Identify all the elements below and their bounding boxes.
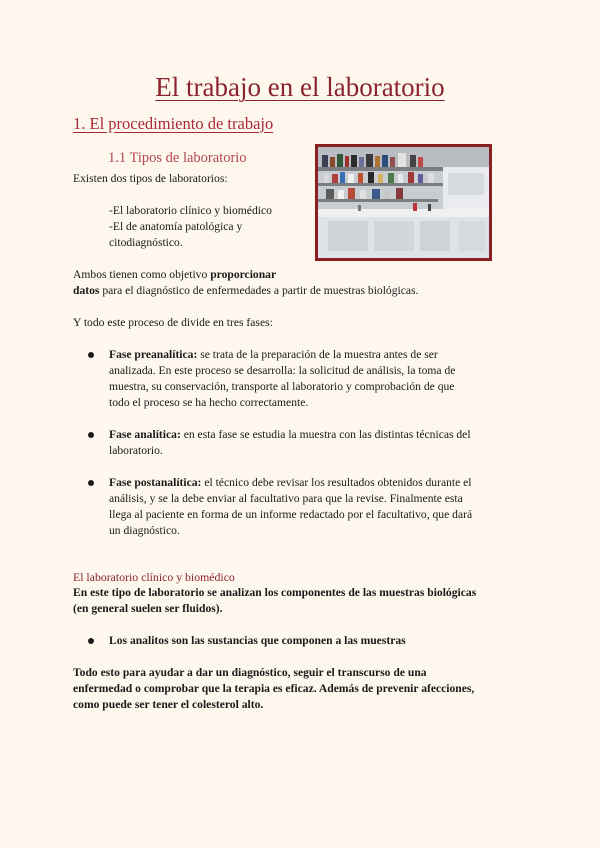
objective-bold: proporcionar — [210, 268, 277, 281]
phases-intro: Y todo este proceso de divide en tres fases: — [73, 316, 273, 329]
laboratory-photo — [315, 144, 492, 261]
phase-text: se trata de la preparación de la muestra antes de ser — [197, 348, 438, 361]
phase-line: analizada. En este proceso se desarrolla: la solicitud de análisis, la toma de — [109, 364, 456, 377]
clinical-text: En este tipo de laboratorio se analizan los componentes de las muestras biológicas — [73, 586, 477, 599]
closing-text: Todo esto para ayudar a dar un diagnóstico, seguir el transcurso de una — [73, 666, 427, 679]
phase-name: Fase preanalítica: — [109, 348, 198, 361]
laboratory-photo-image — [318, 147, 489, 258]
phase-text: el técnico debe revisar los resultados obtenidos durante el — [201, 476, 472, 489]
closing-text: como puede ser tener el colesterol alto. — [73, 698, 264, 711]
phase-name: Fase analítica: — [109, 428, 181, 441]
document-title: El trabajo en el laboratorio — [155, 72, 445, 102]
clinical-lab-heading: El laboratorio clínico y biomédico — [73, 570, 235, 584]
objective-line-1 — [73, 267, 276, 283]
phase-line — [109, 347, 438, 363]
objective-line-2 — [73, 283, 418, 299]
phase-line — [109, 427, 471, 443]
phase-line: análisis, y se la debe enviar al facultativo para que la revise. Finalmente esta — [109, 492, 463, 505]
objective-text: para el diagnóstico de enfermedades a partir de muestras biológicas. — [99, 284, 419, 297]
analitos-item: Los analitos son las sustancias que componen a las muestras — [109, 634, 406, 647]
bullet-icon — [88, 638, 94, 644]
bullet-icon — [88, 480, 94, 486]
objective-text: Ambos tienen como objetivo — [73, 268, 211, 281]
closing-text: enfermedad o comprobar que la terapia es eficaz. Además de prevenir afecciones, — [73, 682, 475, 695]
intro-text: Existen dos tipos de laboratorios: — [73, 172, 228, 185]
phase-line: laboratorio. — [109, 444, 163, 457]
subsection-heading: 1.1 Tipos de laboratorio — [108, 150, 247, 166]
clinical-text: (en general suelen ser fluidos). — [73, 602, 223, 615]
phase-text: en esta fase se estudia la muestra con las distintas técnicas del — [180, 428, 471, 441]
bullet-icon — [88, 352, 94, 358]
phase-line: muestra, su conservación, transporte al laboratorio y comprobación de que — [109, 380, 455, 393]
lab-type-item: -El de anatomía patológica y — [109, 220, 243, 233]
phase-line: todo el proceso se ha hecho correctamente. — [109, 396, 309, 409]
phase-line: llega al paciente en forma de un informe redactado por el facultativo, que dará — [109, 508, 473, 521]
phase-name: Fase postanalítica: — [109, 476, 202, 489]
phase-line — [109, 475, 472, 491]
section-heading: 1. El procedimiento de trabajo — [73, 114, 274, 133]
lab-type-item: citodiagnóstico. — [109, 236, 183, 249]
phase-line: un diagnóstico. — [109, 524, 180, 537]
objective-bold: datos — [73, 284, 100, 297]
lab-type-item: -El laboratorio clínico y biomédico — [109, 204, 272, 217]
bullet-icon — [88, 432, 94, 438]
